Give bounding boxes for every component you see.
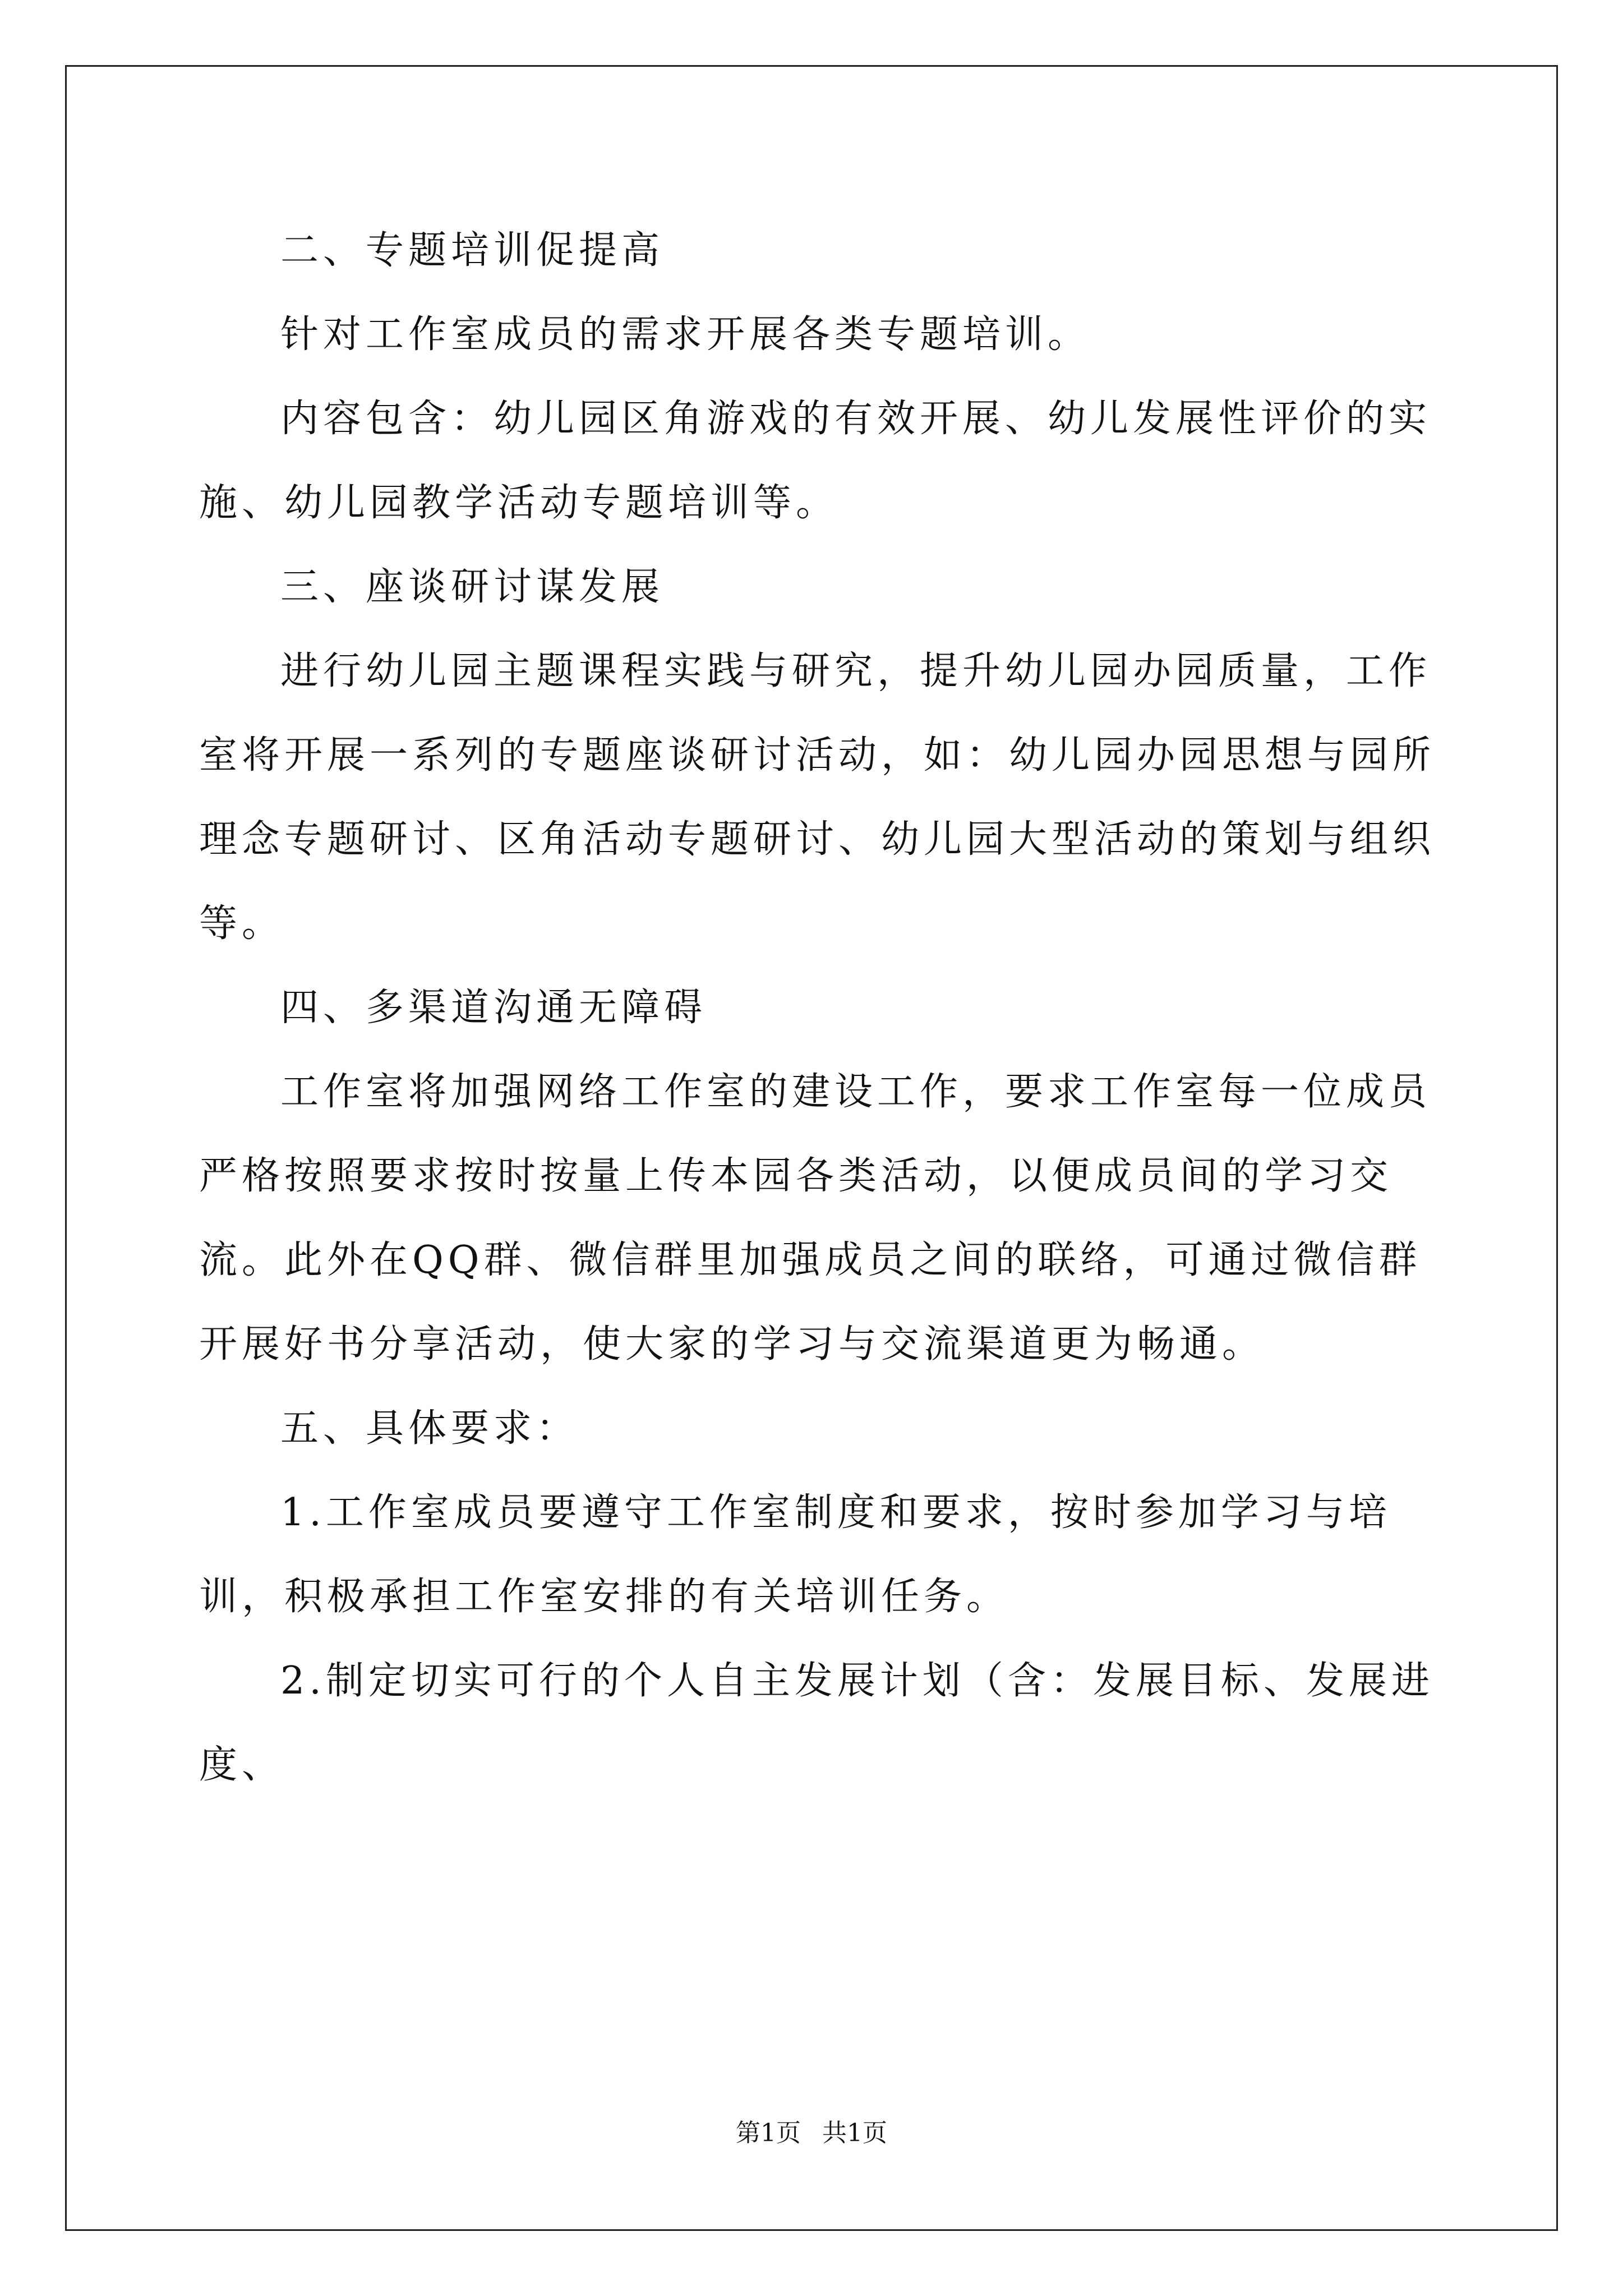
section-heading-2: 二、专题培训促提高: [280, 228, 665, 273]
paragraph-communication: 工作室将加强网络工作室的建设工作，要求工作室每一位成员严格按照要求按时按量上传本园各类活动，以便成员间的学习交流。此外在QQ群、微信群里加强成员之间的联络，可通过微信群开展好书分享活动，使大家的学习与交流渠道更为畅通。: [199, 1070, 1432, 1366]
page-footer: [0, 2116, 1623, 2150]
paragraph-training-content: 内容包含：幼儿园区角游戏的有效开展、幼儿发展性评价的实施、幼儿园教学活动专题培训等。: [199, 397, 1432, 525]
page-number: 第1页: [736, 2119, 801, 2147]
section-heading-4: 四、多渠道沟通无障碍: [280, 986, 707, 1030]
paragraph-seminar: 进行幼儿园主题课程实践与研究，提升幼儿园办园质量，工作室将开展一系列的专题座谈研讨活动，如：幼儿园办园思想与园所理念专题研讨、区角活动专题研讨、幼儿园大型活动的策划与组织等。: [199, 649, 1436, 946]
document-body: [199, 209, 1461, 1807]
paragraph-requirement-1: 1.工作室成员要遵守工作室制度和要求，按时参加学习与培训，积极承担工作室安排的有关培训任务。: [199, 1490, 1391, 1619]
paragraph-requirement-2: 2.制定切实可行的个人自主发展计划（含：发展目标、发展进度、: [199, 1659, 1434, 1787]
paragraph-training-intro: 针对工作室成员的需求开展各类专题培训。: [280, 312, 1091, 357]
page-total: 共1页: [822, 2119, 887, 2147]
section-heading-5: 五、具体要求：: [280, 1406, 579, 1451]
section-heading-3: 三、座谈研讨谋发展: [280, 565, 665, 609]
